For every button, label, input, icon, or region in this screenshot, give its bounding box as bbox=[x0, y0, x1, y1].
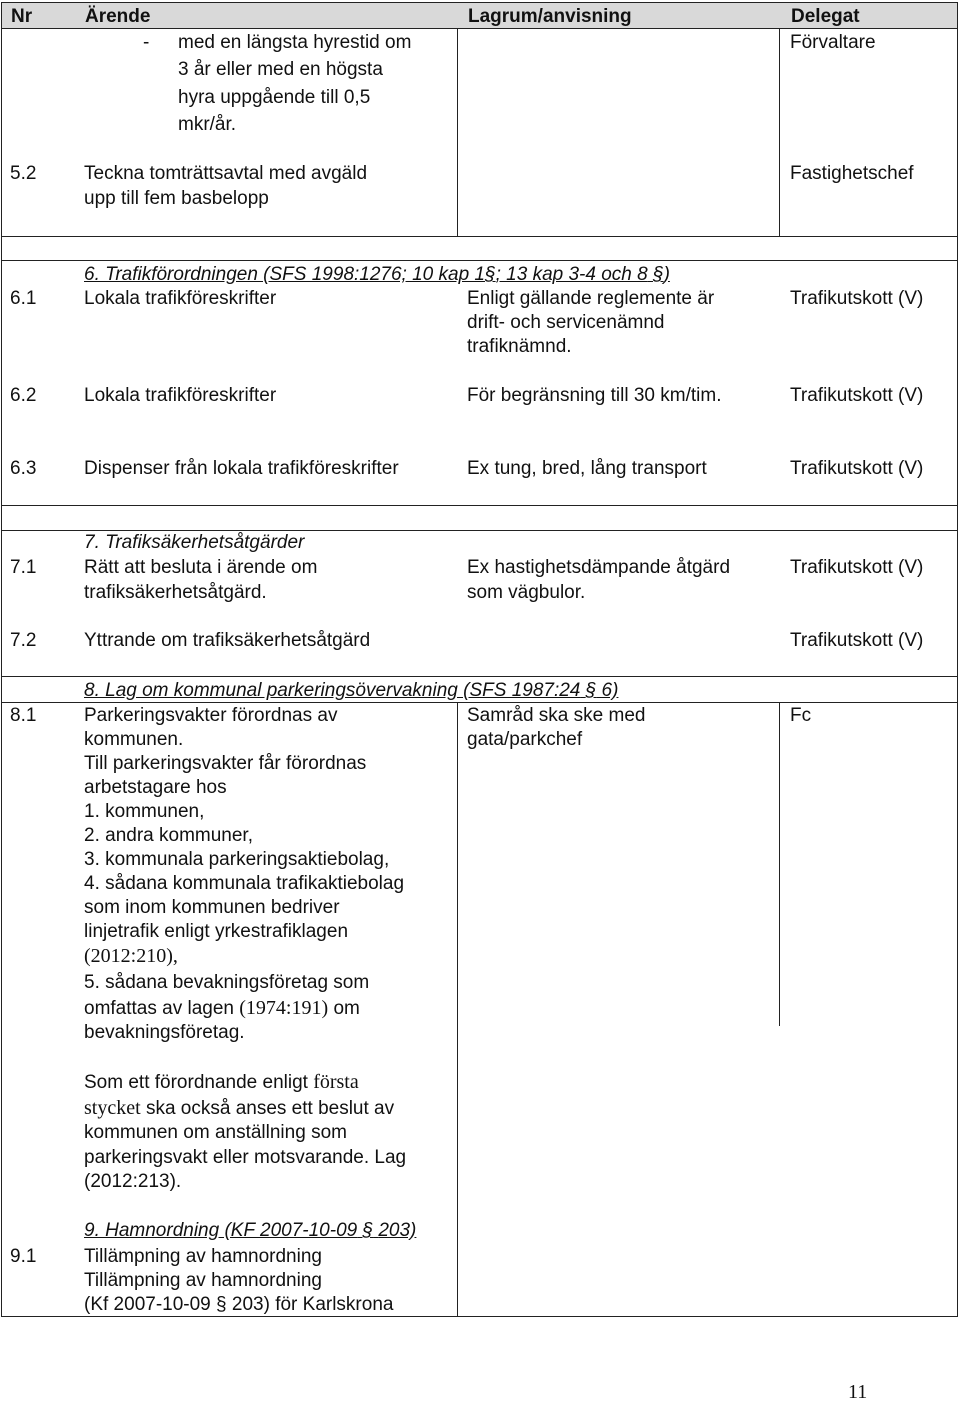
row-8-1-line: parkeringsvakt eller motsvarande. Lag bbox=[84, 1147, 407, 1168]
row-7-1-lagrum: som vägbulor. bbox=[467, 582, 586, 603]
row-7-1-nr: 7.1 bbox=[10, 557, 37, 578]
row-6-2-nr: 6.2 bbox=[10, 385, 37, 406]
row-9-1-nr: 9.1 bbox=[10, 1246, 37, 1267]
row-6-3-nr: 6.3 bbox=[10, 458, 37, 479]
row-6-1-lagrum: Enligt gällande reglemente är bbox=[467, 288, 715, 309]
col-rule bbox=[779, 702, 780, 1026]
row-6-2-lagrum: För begränsning till 30 km/tim. bbox=[467, 385, 722, 406]
rule bbox=[1, 676, 958, 677]
header-nr: Nr bbox=[11, 6, 33, 27]
rule bbox=[1, 236, 958, 237]
section-7-heading: 7. Trafiksäkerhetsåtgärder bbox=[84, 532, 305, 553]
cont-delegat: Förvaltare bbox=[790, 32, 876, 53]
row-8-1-lagrum: gata/parkchef bbox=[467, 729, 583, 750]
row-8-1-line: stycket ska också anses ett beslut av bbox=[84, 1097, 395, 1119]
row-5-2-arende: upp till fem basbelopp bbox=[84, 188, 269, 209]
row-8-1-line: 5. sådana bevakningsföretag som bbox=[84, 972, 370, 993]
paragraph-symbol: § bbox=[585, 680, 597, 701]
rule bbox=[1, 260, 958, 261]
paragraph-symbol: § bbox=[362, 1220, 374, 1241]
row-8-1-lagrum: Samråd ska ske med bbox=[467, 705, 646, 726]
row-7-1-arende: Rätt att besluta i ärende om bbox=[84, 557, 318, 578]
row-8-1-line: omfattas av lagen (1974:191) om bbox=[84, 997, 360, 1019]
paragraph-symbol: § bbox=[485, 264, 496, 285]
row-6-1-lagrum: drift- och servicenämnd bbox=[467, 312, 665, 333]
row-5-2-delegat: Fastighetschef bbox=[790, 163, 914, 184]
rule bbox=[1, 505, 958, 506]
row-8-1-line: 4. sådana kommunala trafikaktiebolag bbox=[84, 873, 405, 894]
row-6-1-delegat: Trafikutskott (V) bbox=[790, 288, 924, 309]
row-8-1-line: kommunen om anställning som bbox=[84, 1122, 347, 1143]
row-8-1-line: (2012:213). bbox=[84, 1171, 182, 1192]
row-8-1-line: bevakningsföretag. bbox=[84, 1022, 245, 1043]
paragraph-symbol: § bbox=[216, 1294, 227, 1315]
row-8-1-line: Parkeringsvakter förordnas av bbox=[84, 705, 338, 726]
row-6-3-arende: Dispenser från lokala trafikföreskrifter bbox=[84, 458, 399, 479]
page-number: 11 bbox=[848, 1381, 868, 1403]
row-6-1-nr: 6.1 bbox=[10, 288, 37, 309]
cont-line: 3 år eller med en högsta bbox=[178, 59, 383, 80]
row-5-2-nr: 5.2 bbox=[10, 163, 37, 184]
rule bbox=[1, 28, 958, 29]
header-arende: Ärende bbox=[85, 6, 151, 27]
header-lagrum: Lagrum/anvisning bbox=[468, 6, 632, 27]
row-8-1-line: Som ett förordnande enligt första bbox=[84, 1071, 359, 1093]
row-8-1-delegat: Fc bbox=[790, 705, 812, 726]
row-9-1-line: Tillämpning av hamnordning bbox=[84, 1270, 322, 1291]
row-8-1-nr: 8.1 bbox=[10, 705, 37, 726]
row-7-1-lagrum: Ex hastighetsdämpande åtgärd bbox=[467, 557, 731, 578]
section-6-heading: 6. Trafikförordningen (SFS 1998:1276; 10 kap 1§; 13 kap 3-4 och 8 §) bbox=[84, 264, 670, 285]
cont-line: mkr/år. bbox=[178, 114, 237, 135]
header-delegat: Delegat bbox=[791, 6, 860, 27]
row-8-1-line: 2. andra kommuner, bbox=[84, 825, 253, 846]
row-6-1-arende: Lokala trafikföreskrifter bbox=[84, 288, 277, 309]
cont-line: med en längsta hyrestid om bbox=[178, 32, 412, 53]
row-8-1-line: linjetrafik enligt yrkestrafiklagen bbox=[84, 921, 349, 942]
row-9-1-line: (Kf 2007-10-09 § 203) för Karlskrona bbox=[84, 1294, 394, 1315]
row-8-1-ref: (2012:210), bbox=[84, 945, 178, 967]
row-6-2-delegat: Trafikutskott (V) bbox=[790, 385, 924, 406]
col-rule bbox=[457, 28, 458, 236]
section-9-heading: 9. Hamnordning (KF 2007-10-09 § 203) bbox=[84, 1220, 417, 1241]
row-7-1-arende: trafiksäkerhetsåtgärd. bbox=[84, 582, 267, 603]
row-9-1-line: Tillämpning av hamnordning bbox=[84, 1246, 322, 1267]
row-5-2-arende: Teckna tomträttsavtal med avgäld bbox=[84, 163, 368, 184]
row-7-1-delegat: Trafikutskott (V) bbox=[790, 557, 924, 578]
row-7-2-nr: 7.2 bbox=[10, 630, 37, 651]
cont-line: hyra uppgående till 0,5 bbox=[178, 87, 371, 108]
row-7-2-delegat: Trafikutskott (V) bbox=[790, 630, 924, 651]
list-dash: - bbox=[143, 32, 150, 53]
row-8-1-line: arbetstagare hos bbox=[84, 777, 227, 798]
col-rule bbox=[457, 702, 458, 1317]
row-6-3-delegat: Trafikutskott (V) bbox=[790, 458, 924, 479]
row-7-2-arende: Yttrande om trafiksäkerhetsåtgärd bbox=[84, 630, 371, 651]
row-8-1-line: som inom kommunen bedriver bbox=[84, 897, 340, 918]
row-8-1-line: 3. kommunala parkeringsaktiebolag, bbox=[84, 849, 390, 870]
row-6-1-lagrum: trafiknämnd. bbox=[467, 336, 572, 357]
row-6-3-lagrum: Ex tung, bred, lång transport bbox=[467, 458, 707, 479]
row-8-1-line: 1. kommunen, bbox=[84, 801, 205, 822]
row-8-1-line: kommunen. bbox=[84, 729, 184, 750]
col-rule bbox=[779, 28, 780, 236]
row-6-2-arende: Lokala trafikföreskrifter bbox=[84, 385, 277, 406]
row-8-1-line: Till parkeringsvakter får förordnas bbox=[84, 753, 367, 774]
section-8-heading: 8. Lag om kommunal parkeringsövervakning (SFS 1987:24 § 6) bbox=[84, 680, 619, 701]
paragraph-symbol: § bbox=[652, 264, 664, 285]
